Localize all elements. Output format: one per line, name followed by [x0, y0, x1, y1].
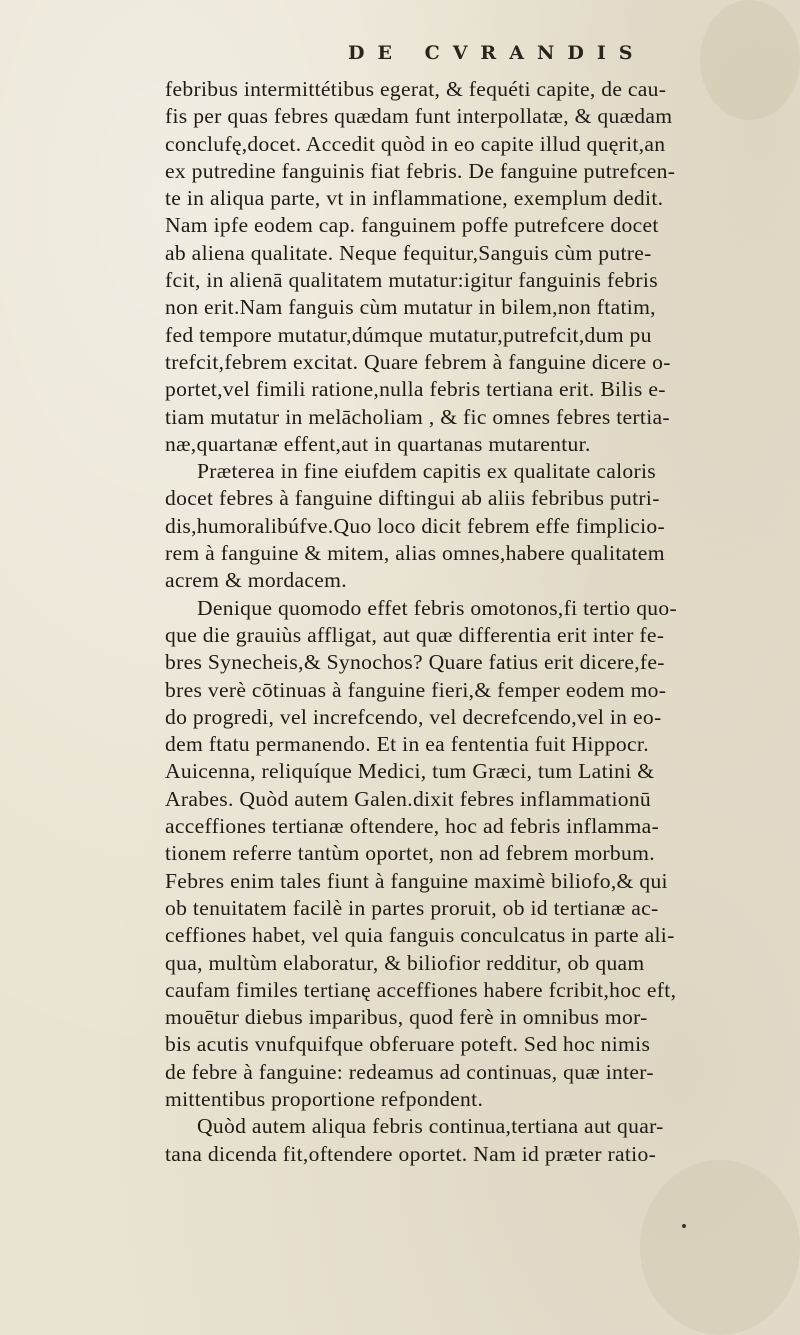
text-line: tionem referre tantùm oportet, non ad febrem morbum.	[165, 841, 655, 866]
text-line: portet,vel fimili ratione,nulla febris tertiana erit. Bilis e-	[165, 377, 666, 402]
text-line: dem ftatu permanendo. Et in ea fententia fuit Hippocr.	[165, 732, 649, 757]
ink-speck	[682, 1224, 686, 1228]
text-line: ceffiones habet, vel quia fanguis conculcatus in parte ali-	[165, 923, 675, 948]
text-line: Nam ipfe eodem cap. fanguinem poffe putrefcere docet	[165, 213, 659, 238]
text-line: do progredi, vel increfcendo, vel decrefcendo,vel in eo-	[165, 704, 662, 729]
text-line: te in aliqua parte, vt in inflammatione, exemplum dedit.	[165, 186, 664, 211]
text-line: caufam fimiles tertianę acceffiones habere fcribit,hoc eft,	[165, 977, 677, 1002]
text-line: qua, multùm elaboratur, & biliofior redditur, ob quam	[165, 950, 645, 975]
text-line: Quòd autem aliqua febris continua,tertiana aut quar-	[197, 1114, 664, 1139]
text-line: rem à fanguine & mitem, alias omnes,habere qualitatem	[165, 541, 665, 566]
text-line: fis per quas febres quædam funt interpollatæ, & quædam	[165, 104, 673, 129]
paper-stain	[640, 1160, 800, 1335]
text-line: bres verè cōtinuas à fanguine fieri,& femper eodem mo-	[165, 677, 667, 702]
text-line: Denique quomodo effet febris omotonos,fi tertio quo-	[197, 595, 677, 620]
text-line: Febres enim tales fiunt à fanguine maximè biliofo,& qui	[165, 868, 668, 893]
text-line: Præterea in fine eiufdem capitis ex qualitate caloris	[197, 459, 657, 484]
text-line: bis acutis vnufquifque obferuare poteft. Sed hoc nimis	[165, 1032, 651, 1057]
text-line: conclufę,docet. Accedit quòd in eo capite illud quęrit,an	[165, 131, 666, 156]
text-line: mittentibus proportione refpondent.	[165, 1086, 484, 1111]
text-line: Auicenna, reliquíque Medici, tum Græci, tum Latini &	[165, 759, 655, 784]
text-line: dis,humoralibúfve.Quo loco dicit febrem effe fimplicio-	[165, 513, 666, 538]
text-line: acceffiones tertianæ oftendere, hoc ad febris inflamma-	[165, 814, 659, 839]
text-line: fed tempore mutatur,dúmque mutatur,putrefcit,dum pu	[165, 322, 652, 347]
text-line: tana dicenda fit,oftendere oportet. Nam id præter ratio-	[165, 1141, 657, 1166]
running-head: DE CVRANDIS	[348, 42, 646, 64]
text-line: que die grauiùs affligat, aut quæ differentia erit inter fe-	[165, 622, 665, 647]
text-line: de febre à fanguine: redeamus ad continuas, quæ inter-	[165, 1059, 654, 1084]
text-line: bres Synecheis,& Synochos? Quare fatius erit dicere,fe-	[165, 650, 665, 675]
text-line: non erit.Nam fanguis cùm mutatur in bilem,non ftatim,	[165, 295, 656, 320]
text-line: mouētur diebus imparibus, quod ferè in omnibus mor-	[165, 1005, 648, 1030]
text-line: acrem & mordacem.	[165, 568, 347, 593]
text-line: docet febres à fanguine diftingui ab aliis febribus putri-	[165, 486, 660, 511]
text-line: ex putredine fanguinis fiat febris. De fanguine putrefcen-	[165, 158, 676, 183]
text-line: Arabes. Quòd autem Galen.dixit febres inflammationū	[165, 786, 652, 811]
text-line: trefcit,febrem excitat. Quare febrem à fanguine dicere o-	[165, 349, 671, 374]
latin-text-body	[165, 76, 765, 1168]
text-line: tiam mutatur in melācholiam , & fic omnes febres tertia-	[165, 404, 670, 429]
text-line: ob tenuitatem facilè in partes proruit, ob id tertianæ ac-	[165, 895, 659, 920]
text-line: næ,quartanæ effent,aut in quartanas mutarentur.	[165, 431, 591, 456]
text-line: febribus intermittétibus egerat, & fequéti capite, de cau-	[165, 77, 667, 101]
text-line: ab aliena qualitate. Neque fequitur,Sanguis cùm putre-	[165, 240, 652, 265]
text-line: fcit, in alienā qualitatem mutatur:igitur fanguinis febris	[165, 268, 658, 293]
